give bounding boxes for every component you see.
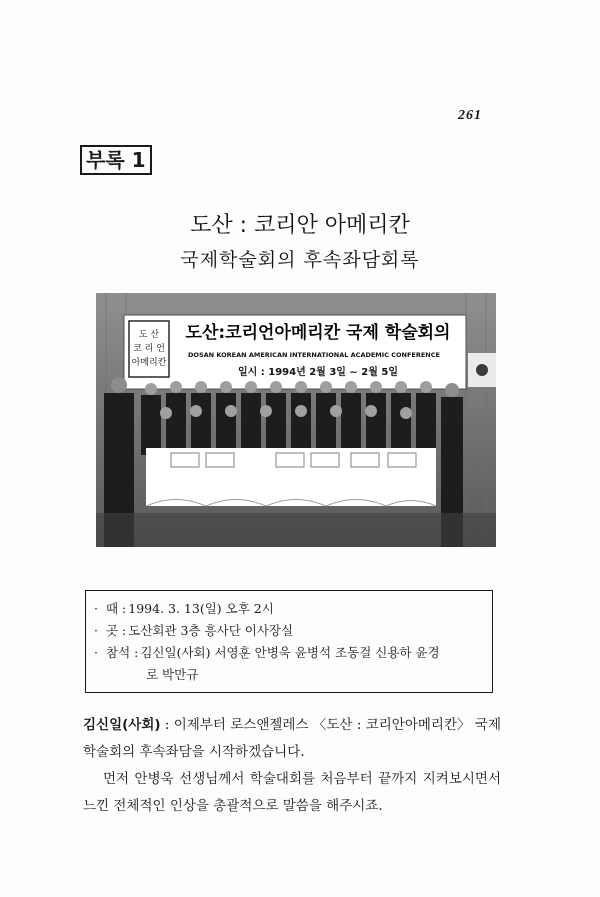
page-number: 261 xyxy=(458,108,482,123)
document-subtitle: 국제학술회의 후속좌담회록 xyxy=(180,249,420,271)
info-attendees xyxy=(94,642,484,664)
speech-text: : 이제부터 로스앤젤레스 〈도산 : 코리안아메리칸〉 국제학술회의 후속좌담을 시작하겠습니다. xyxy=(83,717,501,760)
info-place xyxy=(94,620,484,642)
place-value: 도산회관 3층 흥사단 이사장실 xyxy=(128,623,294,638)
place-label: 곳 : xyxy=(106,623,127,638)
bullet: · xyxy=(94,601,98,616)
appendix-label: 부록 1 xyxy=(80,145,152,175)
banner-subtitle: DOSAN KOREAN AMERICAN INTERNATIONAL ACADEMIC CONFERENCE xyxy=(188,351,440,359)
speaker-name: 김신일(사회) xyxy=(83,717,161,733)
bullet: · xyxy=(94,623,98,638)
document-title: 도산 : 코리안 아메리칸 xyxy=(190,213,410,238)
attendees-label: 참석 : xyxy=(106,645,139,660)
paragraph xyxy=(83,712,501,766)
meeting-info-box xyxy=(85,590,493,693)
time-label: 때 : xyxy=(106,601,127,616)
banner-logo-line3: 아메리칸 xyxy=(131,358,167,368)
banner-logo-line1: 도 산 xyxy=(138,330,160,340)
banner-date: 일시 : 1994년 2월 3일 ~ 2월 5일 xyxy=(237,367,399,378)
banner-title: 도산:코리언아메리칸 국제 학술회의 xyxy=(185,323,451,343)
info-time xyxy=(94,598,484,620)
attendees-value: 김신일(사회) 서영훈 안병욱 윤병석 조동걸 신용하 윤경 xyxy=(140,645,440,660)
time-value: 1994. 3. 13(일) 오후 2시 xyxy=(128,601,274,616)
bullet: · xyxy=(94,645,98,660)
paragraph: 먼저 안병욱 선생님께서 학술대회를 처음부터 끝까지 지켜보시면서 느낀 전체적인 인상을 총괄적으로 말씀을 해주시죠. xyxy=(83,771,501,814)
conference-photo xyxy=(96,293,496,547)
attendees-continued: 로 박만규 xyxy=(146,667,199,682)
banner-logo-line2: 코 리 언 xyxy=(133,344,165,354)
transcript-body xyxy=(83,712,501,820)
